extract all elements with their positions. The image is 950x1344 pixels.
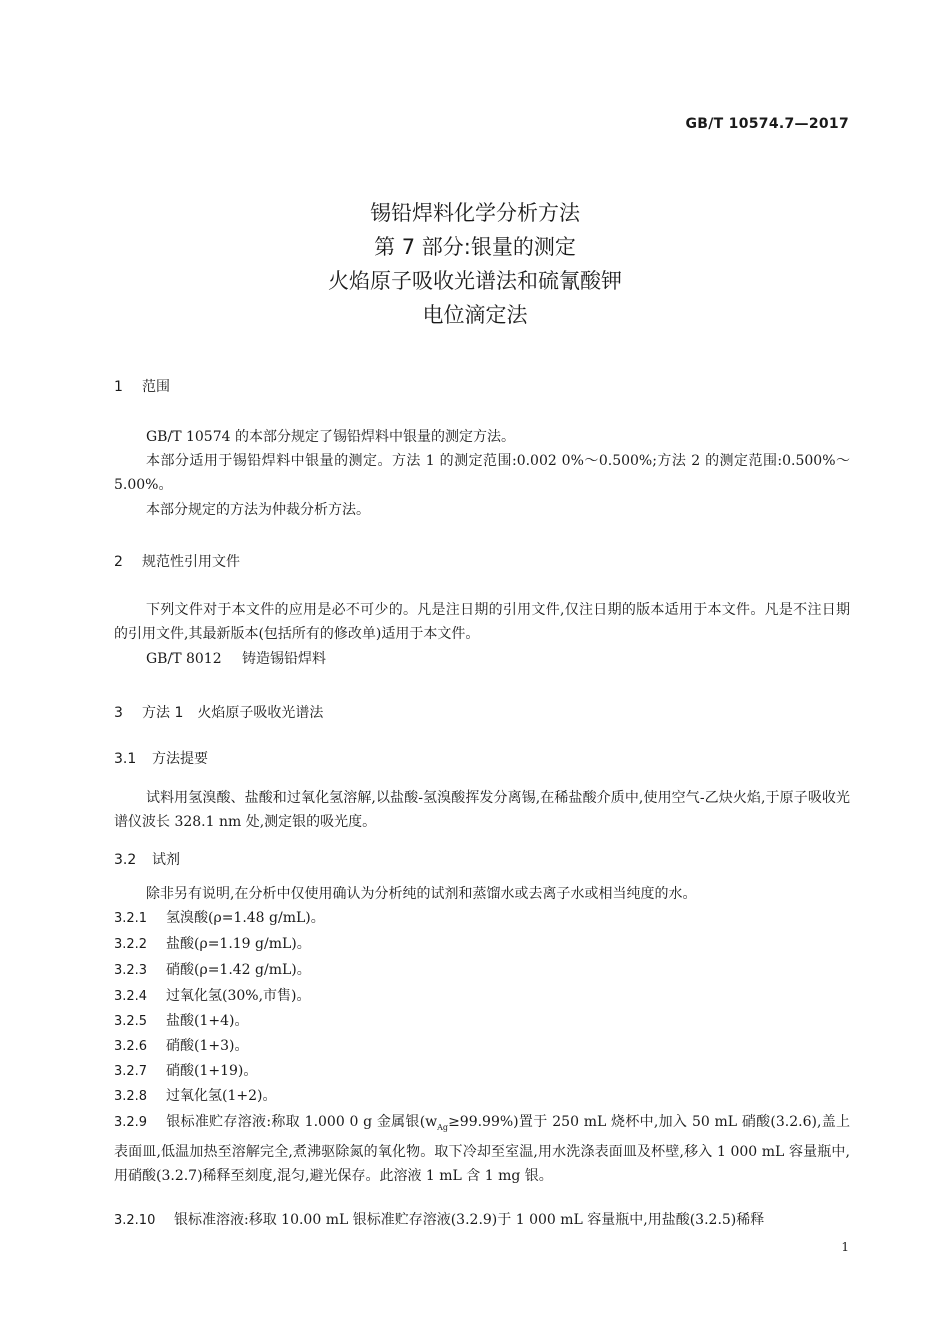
reference-code: GB/T 8012 [146,651,222,667]
section-number: 3 [114,705,123,721]
reagent-item [114,1084,850,1109]
reagent-item [114,958,850,983]
reagent-number: 3.2.7 [114,1064,148,1079]
reagent-text: 银标准贮存溶液:称取 1.000 0 g 金属银(w [166,1114,438,1130]
reagent-item [114,1208,850,1233]
title-line-1: 锡铅焊料化学分析方法 [370,201,580,225]
reagent-number: 3.2.1 [114,911,148,926]
section-2-heading [114,551,240,571]
reagent-text: 过氧化氢(30%,市售)。 [166,988,311,1004]
reagent-text: 硝酸(1+3)。 [166,1038,249,1054]
reagent-item [114,932,850,957]
subsection-number: 3.1 [114,751,137,767]
reagent-text: 硝酸(1+19)。 [166,1063,258,1079]
reference-item [146,647,326,671]
reagents-intro-paragraph: 除非另有说明,在分析中仅使用确认为分析纯的试剂和蒸馏水或去离子水或相当纯度的水。 [146,886,697,902]
reagent-text-continued: ≥99.99%)置于 250 mL 烧杯中,加入 50 mL 硝酸(3.2.6),盖上表面皿,低温加热至溶解完全,煮沸驱除氮的氧化物。取下冷却至室温,用水洗涤表面皿及杯壁,移入 1 000 mL 容量瓶中,用硝酸(3.2.7)稀释至刻度,混匀,避光保存。此溶液 1 mL 含 1 mg 银。 [114,1114,850,1184]
reagent-subscript: Ag [437,1122,449,1132]
reagent-number: 3.2.10 [114,1213,156,1228]
reagent-text: 氢溴酸(ρ=1.48 g/mL)。 [166,910,325,926]
section-3-heading [114,702,323,722]
reagent-item [114,1009,850,1034]
title-line-2: 第 7 部分:银量的测定 [374,235,576,259]
standard-number: GB/T 10574.7—2017 [685,116,849,132]
subsection-title: 方法提要 [152,751,208,767]
subsection-3-1-heading [114,748,208,768]
scope-paragraph-3: 本部分规定的方法为仲裁分析方法。 [146,502,370,518]
section-number: 2 [114,554,123,570]
subsection-number: 3.2 [114,852,137,868]
section-title: 范围 [142,379,170,395]
reagent-text: 盐酸(ρ=1.19 g/mL)。 [166,936,311,952]
reagent-text: 过氧化氢(1+2)。 [166,1088,277,1104]
references-paragraph: 下列文件对于本文件的应用是必不可少的。凡是注日期的引用文件,仅注日期的版本适用于本文件。凡是不注日期的引用文件,其最新版本(包括所有的修改单)适用于本文件。 [114,602,850,642]
reagent-text: 硝酸(ρ=1.42 g/mL)。 [166,962,311,978]
reagent-number: 3.2.3 [114,963,148,978]
method-summary-paragraph: 试料用氢溴酸、盐酸和过氧化氢溶解,以盐酸-氢溴酸挥发分离锡,在稀盐酸介质中,使用空气-乙炔火焰,于原子吸收光谱仪波长 328.1 nm 处,测定银的吸光度。 [114,790,850,830]
reagent-item [114,1059,850,1084]
reagent-number: 3.2.5 [114,1014,148,1029]
reagent-item [114,1110,850,1188]
reagent-number: 3.2.4 [114,989,148,1004]
subsection-3-2-heading [114,849,180,869]
section-1-heading [114,376,170,396]
reagent-number: 3.2.2 [114,937,148,952]
section-title: 规范性引用文件 [142,554,240,570]
scope-paragraph-2: 本部分适用于锡铅焊料中银量的测定。方法 1 的测定范围:0.002 0%～0.500%;方法 2 的测定范围:0.500%～5.00%。 [114,453,850,493]
reagent-number: 3.2.8 [114,1089,148,1104]
title-line-4: 电位滴定法 [422,303,528,327]
reference-title: 铸造锡铅焊料 [242,651,326,667]
document-title [0,196,950,332]
section-title: 方法 1 火焰原子吸收光谱法 [142,705,324,721]
reagent-text: 银标准溶液:移取 10.00 mL 银标准贮存溶液(3.2.9)于 1 000 mL 容量瓶中,用盐酸(3.2.5)稀释 [174,1212,765,1228]
page-number: 1 [841,1240,849,1254]
reagent-number: 3.2.6 [114,1039,148,1054]
reagent-number: 3.2.9 [114,1115,148,1130]
section-number: 1 [114,379,123,395]
reagent-item [114,984,850,1009]
title-line-3: 火焰原子吸收光谱法和硫氰酸钾 [328,269,622,293]
reagent-item [114,906,850,931]
subsection-title: 试剂 [152,852,180,868]
scope-paragraph-1: GB/T 10574 的本部分规定了锡铅焊料中银量的测定方法。 [146,429,515,445]
reagent-text: 盐酸(1+4)。 [166,1013,249,1029]
reagent-item [114,1034,850,1059]
